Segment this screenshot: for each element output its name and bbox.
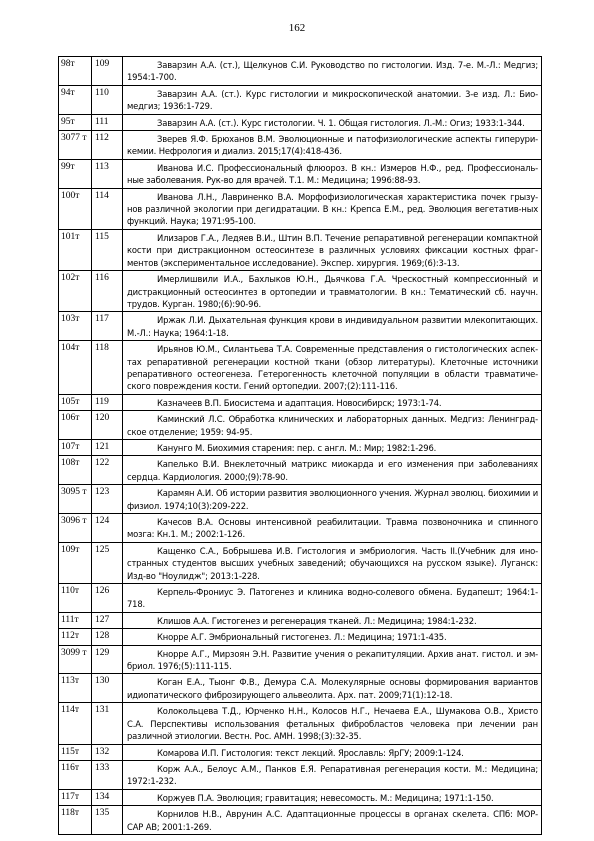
reference-code-cell: 112т [59, 629, 92, 645]
reference-text-cell: Качесов В.А. Основы интенсивной реабилитации. Травма позвоночника и спинного мозга: Кн.1. М.; 2002:1-126. [123, 514, 542, 543]
reference-text-cell: Имерлишвили И.А., Бахлыков Ю.Н., Дьячкова Г.А. Чрескостный компрессионный и дистракционный остеосинтез в ортопедии и травматологии. В кн.: Тематический сб. научн. трудов. Курган. 1980;(6):90-96. [123, 271, 542, 312]
reference-text-cell: Клишов А.А. Гистогенез и регенерация тканей. Л.: Медицина; 1984:1-232. [123, 612, 542, 628]
table-row [59, 341, 542, 395]
reference-number-cell: 110 [92, 85, 123, 114]
reference-table-body [59, 57, 542, 835]
reference-text-cell: Каминский Л.С. Обработка клинических и лабораторных данных. Медгиз: Ленинград-ское отделение; 1959: 94-95. [123, 411, 542, 440]
reference-code-cell: 115т [59, 744, 92, 760]
table-row [59, 229, 542, 270]
reference-code-cell: 118т [59, 806, 92, 835]
reference-number-cell: 133 [92, 760, 123, 789]
table-row [59, 456, 542, 485]
reference-text-cell: Зверев Я.Ф. Брюханов В.М. Эволюционные и патофизиологические аспекты гиперури-кемии. Нефрология и диализ. 2015;17(4):418-436. [123, 131, 542, 160]
table-row [59, 394, 542, 410]
table-row [59, 645, 542, 674]
reference-code-cell: 3095 т [59, 485, 92, 514]
table-row [59, 485, 542, 514]
reference-number-cell: 132 [92, 744, 123, 760]
table-row [59, 57, 542, 86]
table-row [59, 806, 542, 835]
reference-text-cell: Ирьянов Ю.М., Силантьева Т.А. Современные представления о гистологических аспек-тах репаративной регенерации костной ткани (обзор литературы). Клеточные источники репаративного остеогенеза. Гетерогенность клеточной популяции в области травматиче-ского повреждения кости. Гений ортопедии. 2007;(2):111-116. [123, 341, 542, 395]
reference-number-cell: 127 [92, 612, 123, 628]
table-row [59, 542, 542, 583]
reference-number-cell: 114 [92, 188, 123, 229]
reference-code-cell: 98т [59, 57, 92, 86]
reference-number-cell: 112 [92, 131, 123, 160]
table-row [59, 439, 542, 455]
reference-text-cell: Корж А.А., Белоус А.М., Панков Е.Я. Репаративная регенерация кости. М.: Медицина; 1972:1-232. [123, 760, 542, 789]
table-row [59, 159, 542, 188]
table-row [59, 629, 542, 645]
reference-text-cell: Иванова И.С. Профессиональный флюороз. В кн.: Измеров Н.Ф., ред. Профессиональ-ные заболевания. Рук-во для врачей. Т.1. М.: Медицина; 1996:88-93. [123, 159, 542, 188]
reference-code-cell: 111т [59, 612, 92, 628]
reference-text-cell: Иржак Л.И. Дыхательная функция крови в индивидуальном развитии млекопитающих. М.-Л.: Наука; 1964:1-18. [123, 312, 542, 341]
reference-text-cell: Керпель-Фрониус Э. Патогенез и клиника водно-солевого обмена. Будапешт; 1964:1-718. [123, 584, 542, 613]
reference-text-cell: Кащенко С.А., Бобрышева И.В. Гистология и эмбриология. Часть II.(Учебник для ино-странных студентов высших учебных заведений; обучающихся на русском языке). Луганск: Изд-во "Ноулидж"; 2013:1-228. [123, 542, 542, 583]
reference-number-cell: 122 [92, 456, 123, 485]
reference-text-cell: Комарова И.П. Гистология: текст лекций. Ярославль: ЯрГУ; 2009:1-124. [123, 744, 542, 760]
table-row [59, 584, 542, 613]
reference-text-cell: Коржуев П.А. Эволюция; гравитация; невесомость. М.: Медицина; 1971:1-150. [123, 789, 542, 805]
reference-number-cell: 130 [92, 674, 123, 703]
reference-number-cell: 131 [92, 703, 123, 744]
reference-code-cell: 3077 т [59, 131, 92, 160]
reference-code-cell: 99т [59, 159, 92, 188]
reference-number-cell: 126 [92, 584, 123, 613]
table-row [59, 188, 542, 229]
reference-text-cell: Корнилов Н.В., Аврунин А.С. Адаптационные процессы в органах скелета. СПб: МОР-САР АВ; 2001:1-269. [123, 806, 542, 835]
reference-code-cell: 109т [59, 542, 92, 583]
reference-number-cell: 123 [92, 485, 123, 514]
reference-number-cell: 134 [92, 789, 123, 805]
reference-code-cell: 110т [59, 584, 92, 613]
reference-number-cell: 118 [92, 341, 123, 395]
reference-number-cell: 116 [92, 271, 123, 312]
reference-code-cell: 95т [59, 114, 92, 130]
reference-number-cell: 115 [92, 229, 123, 270]
table-row [59, 114, 542, 130]
table-row [59, 312, 542, 341]
reference-text-cell: Заварзин А.А. (ст.), Щелкунов С.И. Руководство по гистологии. Изд. 7-е. М.-Л.: Медгиз; 1954:1-700. [123, 57, 542, 86]
table-row [59, 612, 542, 628]
reference-text-cell: Коган Е.А., Тыонг Ф.В., Демура С.А. Молекулярные основы формирования вариантов идиопатического фиброзирующего альвеолита. Арх. пат. 2009;71(1):12-18. [123, 674, 542, 703]
reference-number-cell: 119 [92, 394, 123, 410]
reference-table [58, 56, 542, 835]
reference-code-cell: 94т [59, 85, 92, 114]
reference-code-cell: 108т [59, 456, 92, 485]
table-row [59, 674, 542, 703]
reference-text-cell: Заварзин А.А. (ст.). Курс гистологии и микроскопической анатомии. 3-е изд. Л.: Био-медгиз; 1936:1-729. [123, 85, 542, 114]
reference-code-cell: 107т [59, 439, 92, 455]
table-row [59, 411, 542, 440]
reference-text-cell: Колокольцева Т.Д., Юрченко Н.Н., Колосов Н.Г., Нечаева Е.А., Шумакова О.В., Христо С.А. Перспективы использования фетальных фибробластов человека при лечении ран различной этиологии. Вестн. Рос. АМН. 1998;(3):32-35. [123, 703, 542, 744]
reference-text-cell: Капелько В.И. Внеклеточный матрикс миокарда и его изменения при заболеваниях сердца. Кардиология. 2000;(9):78-90. [123, 456, 542, 485]
table-row [59, 271, 542, 312]
reference-number-cell: 117 [92, 312, 123, 341]
table-row [59, 131, 542, 160]
reference-number-cell: 128 [92, 629, 123, 645]
reference-code-cell: 117т [59, 789, 92, 805]
table-row [59, 514, 542, 543]
table-row [59, 744, 542, 760]
reference-number-cell: 129 [92, 645, 123, 674]
reference-text-cell: Иванова Л.Н., Лавриненко В.А. Морфофизиологическая характеристика почек грызу-нов различной экологии при дегидратации. В кн.: Крепса Е.М., ред. Эволюция вегетатив-ных функций. Наука; 1971:95-100. [123, 188, 542, 229]
reference-number-cell: 121 [92, 439, 123, 455]
table-row [59, 789, 542, 805]
reference-code-cell: 102т [59, 271, 92, 312]
reference-code-cell: 100т [59, 188, 92, 229]
reference-code-cell: 116т [59, 760, 92, 789]
reference-code-cell: 103т [59, 312, 92, 341]
reference-code-cell: 3099 т [59, 645, 92, 674]
reference-code-cell: 104т [59, 341, 92, 395]
reference-code-cell: 113т [59, 674, 92, 703]
table-row [59, 760, 542, 789]
reference-code-cell: 106т [59, 411, 92, 440]
reference-number-cell: 120 [92, 411, 123, 440]
reference-number-cell: 113 [92, 159, 123, 188]
reference-number-cell: 111 [92, 114, 123, 130]
reference-code-cell: 114т [59, 703, 92, 744]
reference-number-cell: 109 [92, 57, 123, 86]
reference-text-cell: Заварзин А.А. (ст.). Курс гистологии. Ч. 1. Общая гистология. Л.-М.: Огиз; 1933:1-344. [123, 114, 542, 130]
reference-text-cell: Илизаров Г.А., Ледяев В.И., Штин В.П. Течение репаративной регенерации компактной кости при дистракционном остеосинтезе в различных условиях фиксации костных фраг-ментов (экспериментальное исследование). Экспер. хирургия. 1969;(6):3-13. [123, 229, 542, 270]
reference-code-cell: 3096 т [59, 514, 92, 543]
reference-code-cell: 105т [59, 394, 92, 410]
reference-text-cell: Кнорре А.Г. Эмбриональный гистогенез. Л.: Медицина; 1971:1-435. [123, 629, 542, 645]
reference-number-cell: 124 [92, 514, 123, 543]
table-row [59, 85, 542, 114]
page-number: 162 [288, 22, 306, 34]
reference-text-cell: Канунго М. Биохимия старения: пер. с англ. М.: Мир; 1982:1-296. [123, 439, 542, 455]
reference-text-cell: Кнорре А.Г., Мирзоян Э.Н. Развитие учения о рекапитуляции. Архив анат. гистол. и эм-бриол. 1976;(5):111-115. [123, 645, 542, 674]
reference-text-cell: Карамян А.И. Об истории развития эволюционного учения. Журнал эволюц. биохимии и физиол. 1974;10(3):209-222. [123, 485, 542, 514]
reference-code-cell: 101т [59, 229, 92, 270]
reference-number-cell: 125 [92, 542, 123, 583]
reference-text-cell: Казначеев В.П. Биосистема и адаптация. Новосибирск; 1973:1-74. [123, 394, 542, 410]
reference-number-cell: 135 [92, 806, 123, 835]
table-row [59, 703, 542, 744]
